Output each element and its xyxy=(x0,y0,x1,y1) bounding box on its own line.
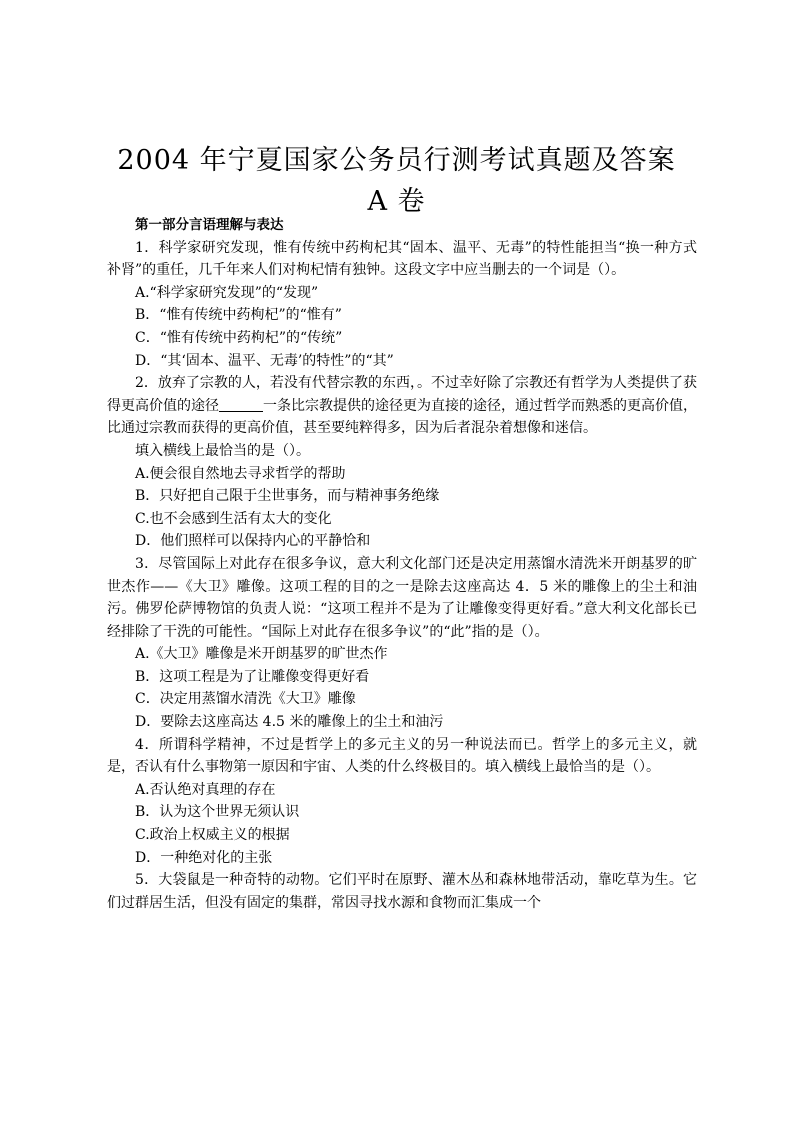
question-2-option-b: B．只好把自己限于尘世事务，而与精神事务绝缘 xyxy=(135,488,440,505)
question-3-option-c: C．决定用蒸馏水清洗《大卫》雕像 xyxy=(135,691,356,708)
question-1-option-b: B．“惟有传统中药枸杞”的“惟有” xyxy=(135,307,342,324)
document-title-paper-label: A 卷 xyxy=(367,186,426,217)
question-2-option-d: D．他们照样可以保持内心的平静恰和 xyxy=(135,533,371,550)
document-title: 2004 年宁夏国家公务员行测考试真题及答案 xyxy=(117,145,676,176)
question-3-option-a: A.《大卫》雕像是米开朗基罗的旷世杰作 xyxy=(135,646,388,663)
question-1-option-a: A.“科学家研究发现”的“发现” xyxy=(135,284,319,301)
question-4-option-b: B．认为这个世界无须认识 xyxy=(135,804,300,821)
question-2-text xyxy=(107,372,697,440)
question-3-option-d: D．要除去这座高达 4.5 米的雕像上的尘土和油污 xyxy=(135,714,444,731)
question-2-text-part1: 2．放弃了宗教的人，若没有代替宗教的东西，。不过幸好除了宗教还有哲学为人类提供了获得更高价值的途径 xyxy=(107,375,697,414)
document-body xyxy=(107,214,697,914)
section-heading: 第一部分言语理解与表达 xyxy=(135,217,284,233)
question-2-prompt: 填入横线上最恰当的是（）。 xyxy=(135,442,310,459)
question-1-option-d: D．“其‘固本、温平、无毒’的特性”的“其” xyxy=(135,352,394,369)
question-2-option-c: C.也不会感到生活有太大的变化 xyxy=(135,510,332,527)
question-4-option-c: C.政治上权威主义的根据 xyxy=(135,827,290,844)
question-1-text: 1．科学家研究发现，惟有传统中药枸杞其“固本、温平、无毒”的特性能担当“换一种方式补肾”的重任，几千年来人们对枸杞情有独钟。这段文字中应当删去的一个词是（）。 xyxy=(107,239,697,279)
question-4-option-a: A.否认绝对真理的存在 xyxy=(135,781,276,798)
question-3-option-b: B．这项工程是为了让雕像变得更好看 xyxy=(135,668,370,685)
question-2-option-a: A.便会很自然地去寻求哲学的帮助 xyxy=(135,465,346,482)
question-5-text: 5．大袋鼠是一种奇特的动物。它们平时在原野、灌木丛和森林地带活动，靠吃草为生。它们过群居生活，但没有固定的集群，常因寻找水源和食物而汇集成一个 xyxy=(107,872,697,911)
question-1-option-c: C．“惟有传统中药枸杞”的“传统” xyxy=(135,329,343,346)
question-2-text-part2: 一条比宗教提供的途径更为直接的途径，通过哲学而熟悉的更高价值，比通过宗教而获得的更高价值，甚至要纯粹得多，因为后者混杂着想像和迷信。 xyxy=(107,397,697,437)
question-4-option-d: D．一种绝对化的主张 xyxy=(135,849,273,866)
question-3-text: 3．尽管国际上对此存在很多争议，意大利文化部门还是决定用蒸馏水清洗米开朗基罗的旷世杰作——《大卫》雕像。这项工程的目的之一是除去这座高达 4．5 米的雕像上的尘土和油污。佛罗伦萨博物馆的负责人说：“这项工程并不是为了让雕像变得更好看。”意大利文化部长已经排除了干洗的可能性。“国际上对此存在很多争议”的“此”指的是（）。 xyxy=(107,555,697,640)
question-4-text: 4．所谓科学精神，不过是哲学上的多元主义的另一种说法而已。哲学上的多元主义，就是，否认有什么事物第一原因和宇宙、人类的什么终极目的。填入横线上最恰当的是（）。 xyxy=(107,736,697,776)
fill-blank-line xyxy=(219,397,263,412)
